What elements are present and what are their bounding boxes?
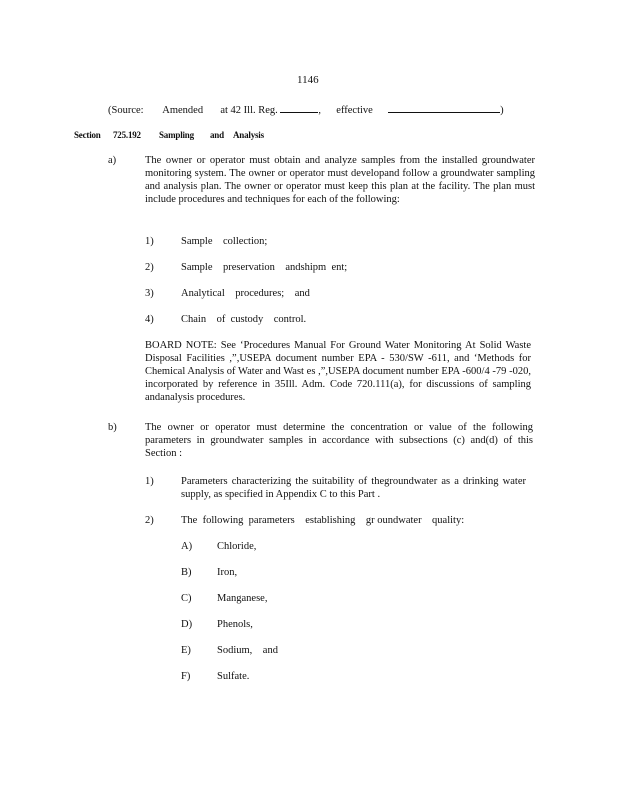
item-b2-marker: 2) [145, 515, 154, 526]
item-b1-text: Parameters characterizing the suitability of thegroundwater as a drinking water supply, as specified in Appendix C to this Part . [181, 476, 526, 500]
item-a3-text: Analytical procedures; and [181, 288, 310, 299]
subitem-c-marker: C) [181, 593, 192, 604]
section-title-2: and [210, 130, 224, 140]
board-note: BOARD NOTE: See ‘Procedures Manual For Ground Water Monitoring At Solid Waste Disposal Facilities ,”,USEPA document number EPA - 530/SW -611, and ‘Methods for Chemical Analysis of Water and Wast es ,”,USEPA document number EPA -600/4 -79 -020, incorporated by reference in 35Ill. Adm. Code 720.111(a), for discussions of sampling andanalysis procedures. [145, 340, 531, 403]
section-title-1: Sampling [159, 130, 194, 140]
subitem-e-text: Sodium, and [217, 645, 278, 656]
subitem-b-marker: B) [181, 567, 192, 578]
item-a2-text: Sample preservation andshipm ent; [181, 262, 348, 273]
item-b2-text: The following parameters establishing gr oundwater quality: [181, 515, 465, 526]
subitem-e-marker: E) [181, 645, 191, 656]
section-title-3: Analysis [233, 130, 264, 140]
section-label: Section [74, 130, 101, 140]
subitem-c-text: Manganese, [217, 593, 268, 604]
source-effective: effective [336, 105, 373, 116]
source-amended: Amended [162, 105, 204, 116]
subsection-a-marker: a) [108, 155, 117, 166]
item-b1-marker: 1) [145, 476, 154, 487]
item-a4-text: Chain of custody control. [181, 314, 307, 325]
item-a1-text: Sample collection; [181, 236, 268, 247]
subsection-b-marker: b) [108, 422, 117, 433]
subitem-f-text: Sulfate. [217, 671, 250, 682]
source-blank-effective [388, 102, 500, 113]
subitem-d-text: Phenols, [217, 619, 253, 630]
source-close: ) [500, 105, 504, 116]
item-a2-marker: 2) [145, 262, 154, 273]
subitem-a-marker: A) [181, 541, 193, 552]
source-blank-reg [280, 102, 318, 113]
subitem-b-text: Iron, [217, 567, 238, 578]
page-number: 1146 [297, 74, 319, 86]
item-a4-marker: 4) [145, 314, 154, 325]
subsection-a-text: The owner or operator must obtain and analyze samples from the installed groundwater monitoring system. The owner or operator must developand follow a groundwater sampling and analysis plan. The owner or operator must keep this plan at the facility. The plan must include procedures and techniques for each of the following: [145, 155, 535, 205]
subitem-a-text: Chloride, [217, 541, 257, 552]
section-number: 725.192 [113, 130, 141, 140]
source-note [108, 102, 504, 117]
subitem-d-marker: D) [181, 619, 193, 630]
source-open: (Source: [108, 105, 144, 116]
subitem-f-marker: F) [181, 671, 191, 682]
source-comma: , [318, 105, 322, 116]
source-reg: at 42 Ill. Reg. [220, 105, 278, 116]
item-a3-marker: 3) [145, 288, 154, 299]
subsection-b-text: The owner or operator must determine the concentration or value of the following parameters in groundwater samples in accordance with subsections (c) and(d) of this Section : [145, 422, 533, 459]
item-a1-marker: 1) [145, 236, 154, 247]
